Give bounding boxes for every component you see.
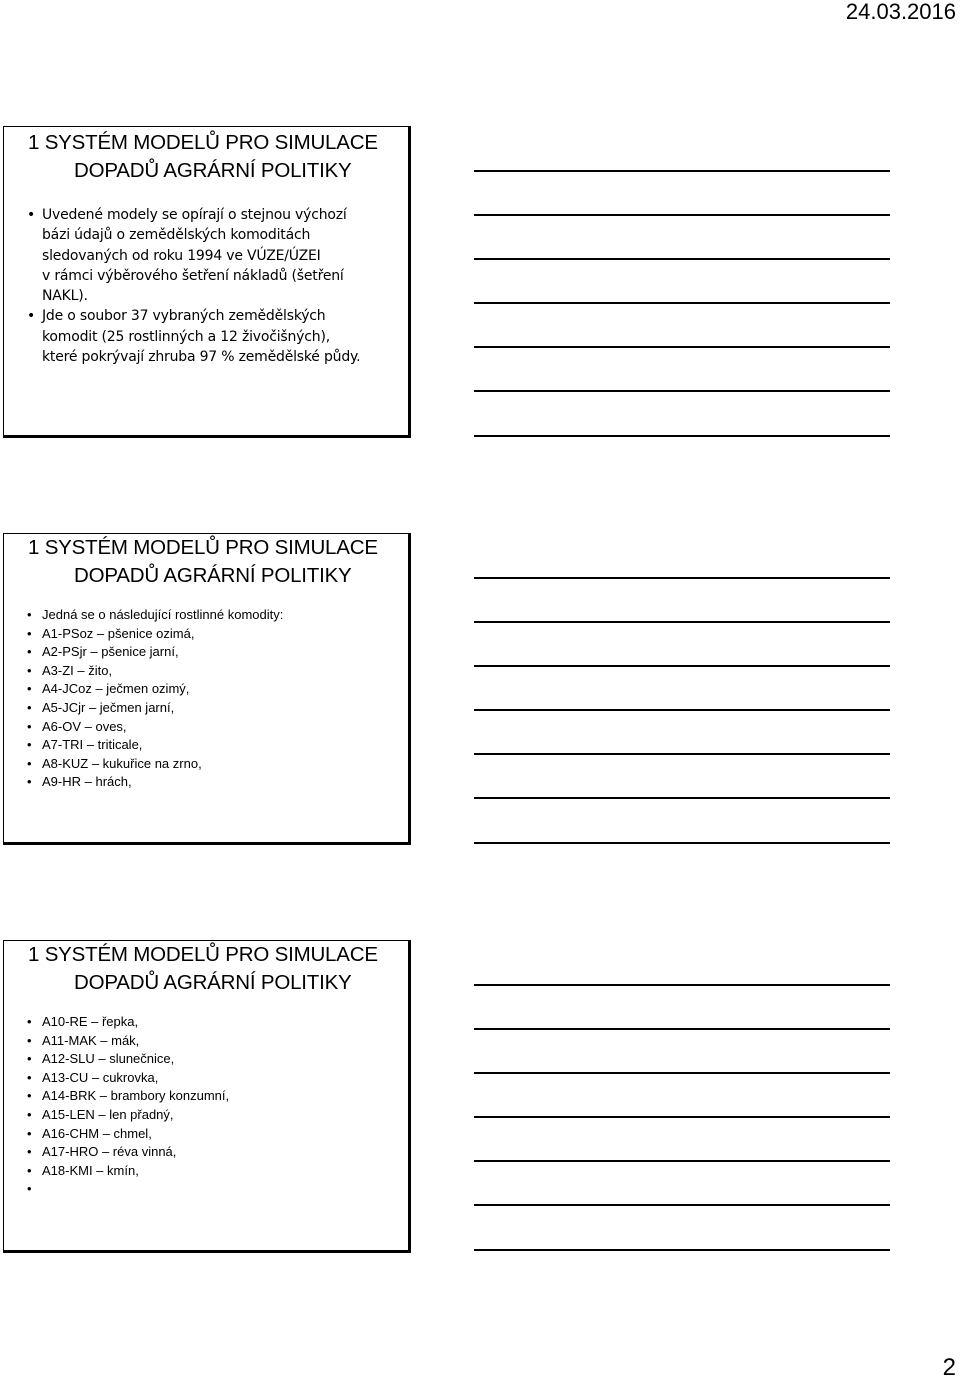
note-line xyxy=(474,258,890,260)
bullet-text-line: bázi údajů o zemědělských komoditách xyxy=(42,227,311,244)
note-line xyxy=(474,302,890,304)
list-item: • A11-MAK – mák, xyxy=(4,1032,408,1051)
slide-2 xyxy=(3,533,411,845)
list-item: • A5-JCjr – ječmen jarní, xyxy=(4,699,408,718)
list-item: • A12-SLU – slunečnice, xyxy=(4,1050,408,1069)
bullet-list xyxy=(4,1013,408,1199)
list-item xyxy=(4,1180,408,1199)
note-line xyxy=(474,346,890,348)
note-line xyxy=(474,170,890,172)
list-item: • Jedná se o následující rostlinné komodity: xyxy=(4,606,408,625)
list-item: • A16-CHM – chmel, xyxy=(4,1125,408,1144)
list-item: • A1-PSoz – pšenice ozimá, xyxy=(4,625,408,644)
list-item: • A3-ZI – žito, xyxy=(4,662,408,681)
bullet-text-line: které pokrývají zhruba 97 % zemědělské půdy. xyxy=(42,349,361,366)
list-item: • A4-JCoz – ječmen ozimý, xyxy=(4,680,408,699)
bullet-list xyxy=(4,205,408,367)
bullet-text-line: sledovaných od roku 1994 ve VÚZE/ÚZEI xyxy=(42,247,321,264)
note-line xyxy=(474,1028,890,1030)
slide-title xyxy=(4,129,408,185)
bullet-text-line: NAKL). xyxy=(42,288,88,305)
slide-title-line-1: 1 SYSTÉM MODELŮ PRO SIMULACE xyxy=(28,131,378,154)
note-line xyxy=(474,435,890,437)
note-line xyxy=(474,214,890,216)
slide-title-line-2: DOPADŮ AGRÁRNÍ POLITIKY xyxy=(74,564,352,587)
slide-title-line-2: DOPADŮ AGRÁRNÍ POLITIKY xyxy=(74,159,352,182)
note-line xyxy=(474,1249,890,1251)
slide-title-line-2: DOPADŮ AGRÁRNÍ POLITIKY xyxy=(74,971,352,994)
slide-title-line-1: 1 SYSTÉM MODELŮ PRO SIMULACE xyxy=(28,536,378,559)
note-line xyxy=(474,753,890,755)
list-item: • A9-HR – hrách, xyxy=(4,773,408,792)
list-item: • A14-BRK – brambory konzumní, xyxy=(4,1087,408,1106)
list-item: • A8-KUZ – kukuřice na zrno, xyxy=(4,755,408,774)
note-line xyxy=(474,390,890,392)
list-item xyxy=(4,306,408,367)
print-date: 24.03.2016 xyxy=(845,0,956,24)
note-line xyxy=(474,1072,890,1074)
slide-title-line-1: 1 SYSTÉM MODELŮ PRO SIMULACE xyxy=(28,943,378,966)
note-line xyxy=(474,842,890,844)
note-line xyxy=(474,1204,890,1206)
list-item: • A18-KMI – kmín, xyxy=(4,1162,408,1181)
note-line xyxy=(474,1116,890,1118)
list-item: • A6-OV – oves, xyxy=(4,718,408,737)
note-line xyxy=(474,984,890,986)
bullet-text-line: v rámci výběrového šetření nákladů (šetření xyxy=(42,267,344,284)
list-item: • A15-LEN – len přadný, xyxy=(4,1106,408,1125)
slide-3 xyxy=(3,940,411,1253)
list-item: • A10-RE – řepka, xyxy=(4,1013,408,1032)
note-line xyxy=(474,797,890,799)
bullet-text-line: • Jde o soubor 37 vybraných zemědělských xyxy=(42,308,326,325)
slide-1 xyxy=(3,126,411,438)
note-line xyxy=(474,709,890,711)
slide-title xyxy=(4,534,408,590)
list-item: • A13-CU – cukrovka, xyxy=(4,1069,408,1088)
note-line xyxy=(474,665,890,667)
note-line xyxy=(474,577,890,579)
list-item xyxy=(4,205,408,306)
bullet-text-line: • Uvedené modely se opírají o stejnou výchozí xyxy=(42,207,347,223)
slide-title xyxy=(4,941,408,997)
note-line xyxy=(474,1160,890,1162)
list-item: • A7-TRI – triticale, xyxy=(4,736,408,755)
bullet-text-line: komodit (25 rostlinných a 12 živočišných), xyxy=(42,328,330,345)
bullet-list xyxy=(4,606,408,792)
page-number: 2 xyxy=(942,1354,956,1381)
note-line xyxy=(474,621,890,623)
list-item: • A17-HRO – réva vinná, xyxy=(4,1143,408,1162)
list-item: • A2-PSjr – pšenice jarní, xyxy=(4,643,408,662)
